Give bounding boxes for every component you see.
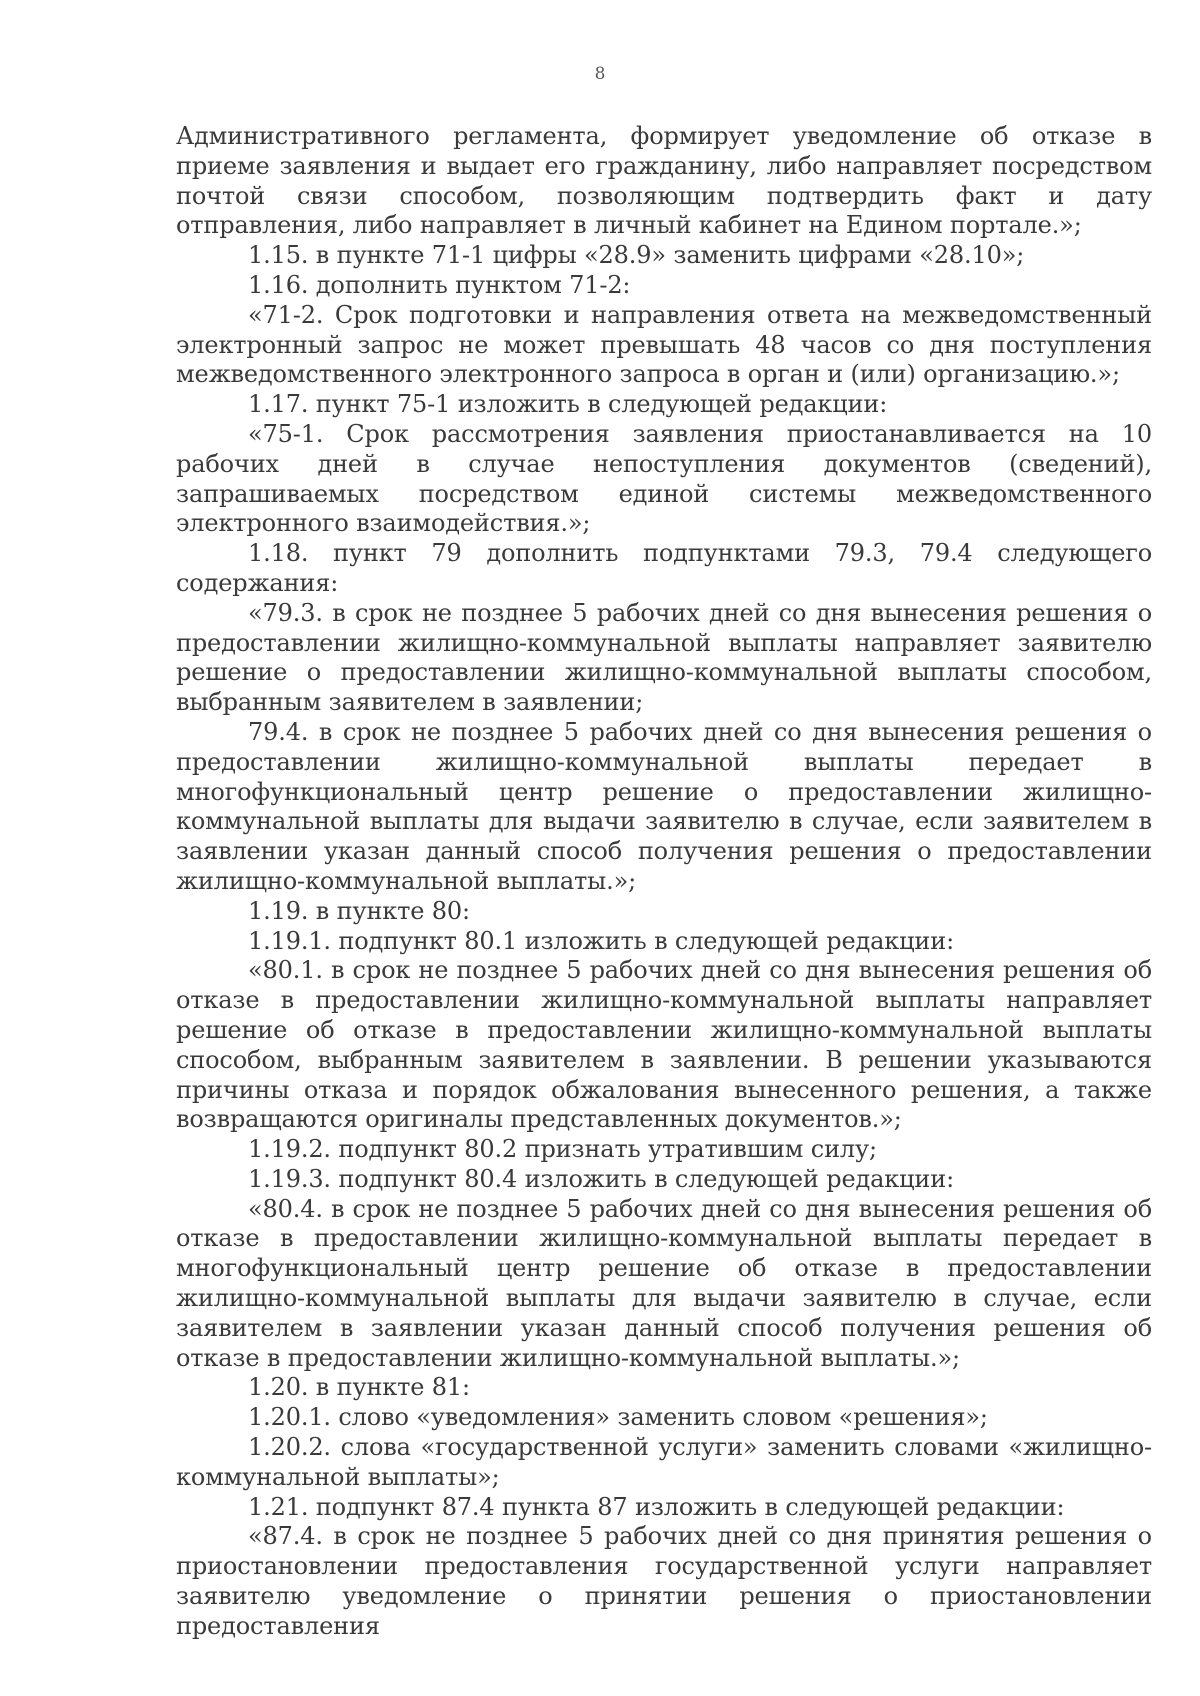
paragraph: 1.19. в пункте 80:: [248, 896, 470, 925]
paragraph: «80.4. в срок не позднее 5 рабочих дней со дня вынесения решения об отказе в предоставлении жилищно-коммунальной выплаты передает в многофункциональный центр решение об отказе в предоставлении жилищно-коммунальной выплаты для выдачи заявителю в случае, если заявителем в заявлении указан данный способ получения решения об отказе в предоставлении жилищно-коммунальной выплаты.»;: [176, 1194, 1152, 1372]
paragraph: 1.20.2. слова «государственной услуги» заменить словами «жилищно-коммунальной выплаты»;: [176, 1433, 1152, 1491]
paragraph: 1.15. в пункте 71-1 цифры «28.9» заменить цифрами «28.10»;: [248, 241, 1025, 270]
paragraph: 1.19.3. подпункт 80.4 изложить в следующей редакции:: [248, 1164, 955, 1193]
paragraph: Административного регламента, формирует уведомление об отказе в приеме заявления и выдает его гражданину, либо направляет посредством почтой связи способом, позволяющим подтвердить факт и дату отправления, либо направляет в личный кабинет на Едином портале.»;: [176, 122, 1152, 240]
paragraph: «71-2. Срок подготовки и направления ответа на межведомственный электронный запрос не может превышать 48 часов со дня поступления межведомственного электронного запроса в орган и (или) организацию.»;: [176, 300, 1152, 389]
paragraph: 1.21. подпункт 87.4 пункта 87 изложить в следующей редакции:: [248, 1492, 1065, 1521]
paragraph: 1.16. дополнить пунктом 71-2:: [248, 270, 631, 299]
paragraph: «87.4. в срок не позднее 5 рабочих дней со дня принятия решения о приостановлении предоставления государственной услуги направляет заявителю уведомление о принятии решения о приостановлении предоставления: [176, 1522, 1152, 1640]
paragraph: 1.20. в пункте 81:: [248, 1373, 470, 1402]
paragraph: 1.19.1. подпункт 80.1 изложить в следующей редакции:: [248, 926, 955, 955]
paragraph: 1.17. пункт 75-1 изложить в следующей редакции:: [248, 390, 888, 419]
paragraph: «79.3. в срок не позднее 5 рабочих дней со дня вынесения решения о предоставлении жилищно-коммунальной выплаты направляет заявителю решение о предоставлении жилищно-коммунальной выплаты способом, выбранным заявителем в заявлении;: [176, 598, 1152, 717]
paragraph: «75-1. Срок рассмотрения заявления приостанавливается на 10 рабочих дней в случае непоступления документов (сведений), запрашиваемых посредством единой системы межведомственного электронного взаимодействия.»;: [176, 419, 1152, 538]
paragraph: 1.19.2. подпункт 80.2 признать утратившим силу;: [248, 1135, 877, 1164]
paragraph: 79.4. в срок не позднее 5 рабочих дней со дня вынесения решения о предоставлении жилищно-коммунальной выплаты передает в многофункциональный центр решение о предоставлении жилищно-коммунальной выплаты для выдачи заявителю в случае, если заявителем в заявлении указан данный способ получения решения о предоставлении жилищно-коммунальной выплаты.»;: [176, 717, 1152, 895]
paragraph: «80.1. в срок не позднее 5 рабочих дней со дня вынесения решения об отказе в предоставлении жилищно-коммунальной выплаты направляет решение об отказе в предоставлении жилищно-коммунальной выплаты способом, выбранным заявителем в заявлении. В решении указываются причины отказа и порядок обжалования вынесенного решения, а также возвращаются оригиналы представленных документов.»;: [176, 956, 1152, 1134]
paragraph: 1.20.1. слово «уведомления» заменить словом «решения»;: [248, 1403, 988, 1432]
page-number: 8: [594, 64, 606, 84]
paragraph: 1.18. пункт 79 дополнить подпунктами 79.3, 79.4 следующего содержания:: [176, 539, 1152, 597]
document-body: [176, 122, 1152, 1642]
